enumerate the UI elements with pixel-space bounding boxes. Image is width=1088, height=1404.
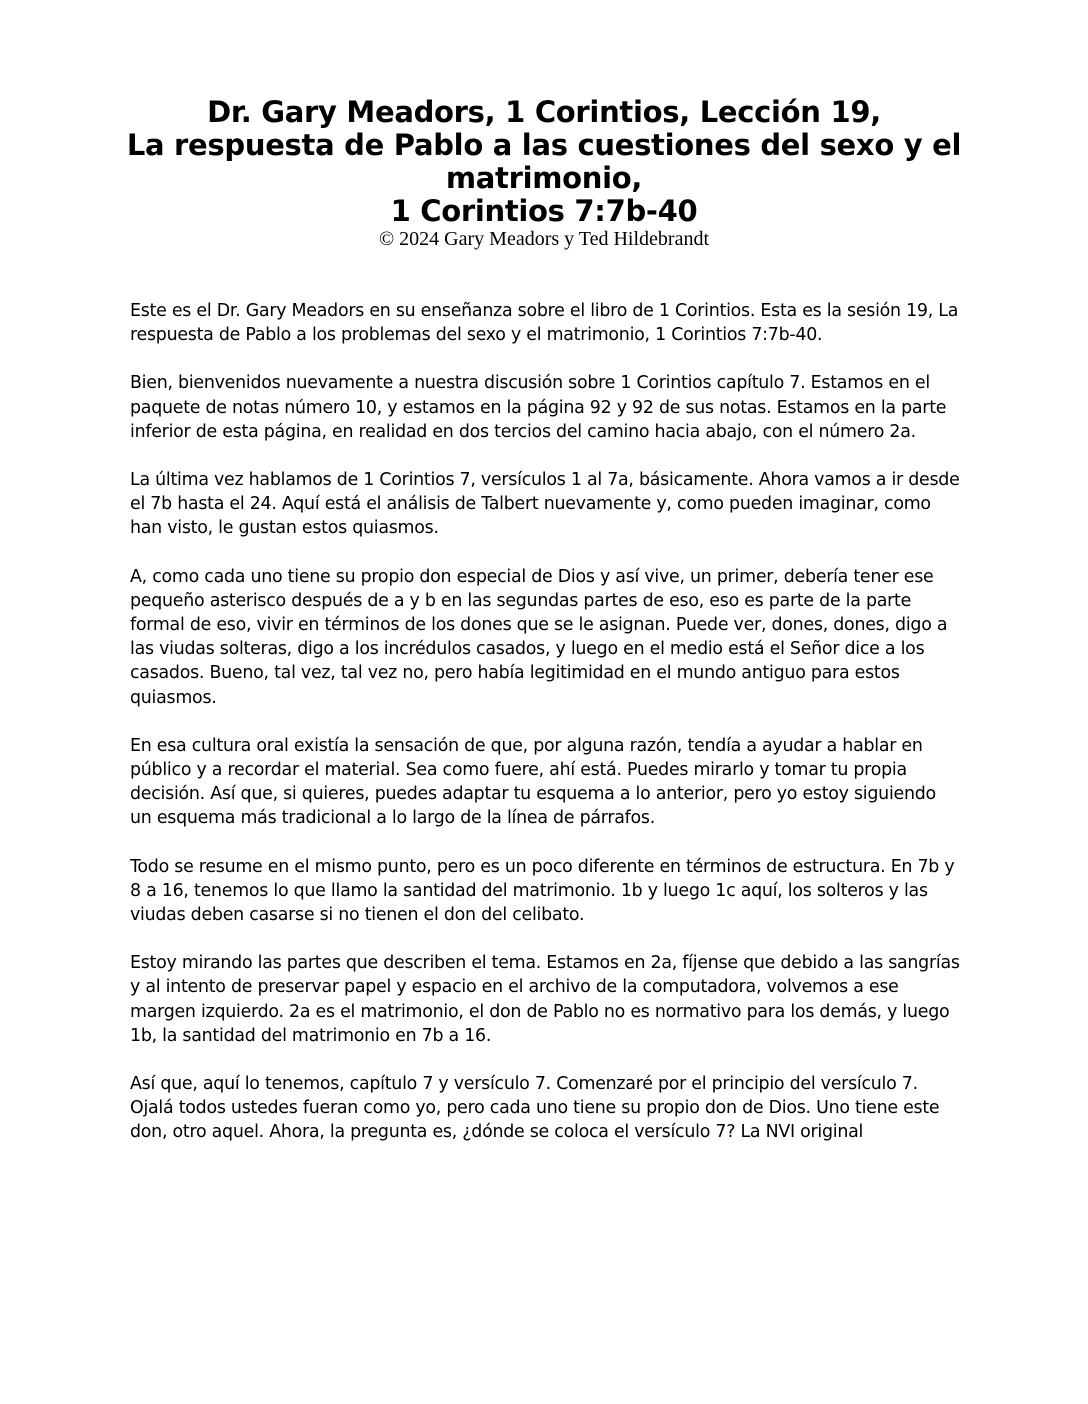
title-line-1: Dr. Gary Meadors, 1 Corintios, Lección 19, <box>207 95 881 129</box>
paragraph-8: Así que, aquí lo tenemos, capítulo 7 y versículo 7. Comenzaré por el principio del versículo 7. Ojalá todos ustedes fueran como yo, pero cada uno tiene su propio don de Dios. Uno tiene este don, otro aquel. Ahora, la pregunta es, ¿dónde se coloca el versículo 7? La NVI original <box>130 1074 940 1143</box>
paragraph-3: La última vez hablamos de 1 Corintios 7, versículos 1 al 7a, básicamente. Ahora vamos a ir desde el 7b hasta el 24. Aquí está el análisis de Talbert nuevamente y, como pueden imaginar, como han visto, le gustan estos quiasmos. <box>130 470 960 539</box>
paragraph-2: Bien, bienvenidos nuevamente a nuestra discusión sobre 1 Corintios capítulo 7. Estamos en el paquete de notas número 10, y estamos en la página 92 y 92 de sus notas. Estamos en la parte inferior de esta página, en realidad en dos tercios del camino hacia abajo, con el número 2a. <box>130 373 947 442</box>
paragraph-1: Este es el Dr. Gary Meadors en su enseñanza sobre el libro de 1 Corintios. Esta es la sesión 19, La respuesta de Pablo a los problemas del sexo y el matrimonio, 1 Corintios 7:7b-40. <box>130 301 959 346</box>
paragraph-4: A, como cada uno tiene su propio don especial de Dios y así vive, un primer, debería tener ese pequeño asterisco después de a y b en las segundas partes de eso, eso es parte de la parte formal de eso, vivir en términos de los dones que se le asignan. Puede ver, dones, dones, digo a las viudas solteras, digo a los incrédulos casados, y luego en el medio está el Señor dice a los casados. Bueno, tal vez, tal vez no, pero había legitimidad en el mundo antiguo para estos quiasmos. <box>130 566 948 708</box>
paragraph-6: Todo se resume en el mismo punto, pero es un poco diferente en términos de estructura. En 7b y 8 a 16, tenemos lo que llamo la santidad del matrimonio. 1b y luego 1c aquí, los solteros y las viudas deben casarse si no tienen el don del celibato. <box>130 856 955 926</box>
title-block <box>100 96 988 250</box>
title-line-4: 1 Corintios 7:7b-40 <box>390 194 698 228</box>
title-line-3: matrimonio, <box>445 161 643 195</box>
paragraph-7: Estoy mirando las partes que describen el tema. Estamos en 2a, fíjense que debido a las sangrías y al intento de preservar papel y espacio en el archivo de la computadora, volvemos a ese margen izquierdo. 2a es el matrimonio, el don de Pablo no es normativo para los demás, y luego 1b, la santidad del matrimonio en 7b a 16. <box>130 953 960 1046</box>
paragraph-5: En esa cultura oral existía la sensación de que, por alguna razón, tendía a ayudar a hablar en público y a recordar el material. Sea como fuere, ahí está. Puedes mirarlo y tomar tu propia decisión. Así que, si quieres, puedes adaptar tu esquema a lo anterior, pero yo estoy siguiendo un esquema más tradicional a lo largo de la línea de párrafos. <box>130 735 936 829</box>
title-line-2: La respuesta de Pablo a las cuestiones del sexo y el <box>126 128 962 162</box>
body-text <box>130 299 962 1169</box>
copyright-notice: © 2024 Gary Meadors y Ted Hildebrandt <box>378 228 710 250</box>
